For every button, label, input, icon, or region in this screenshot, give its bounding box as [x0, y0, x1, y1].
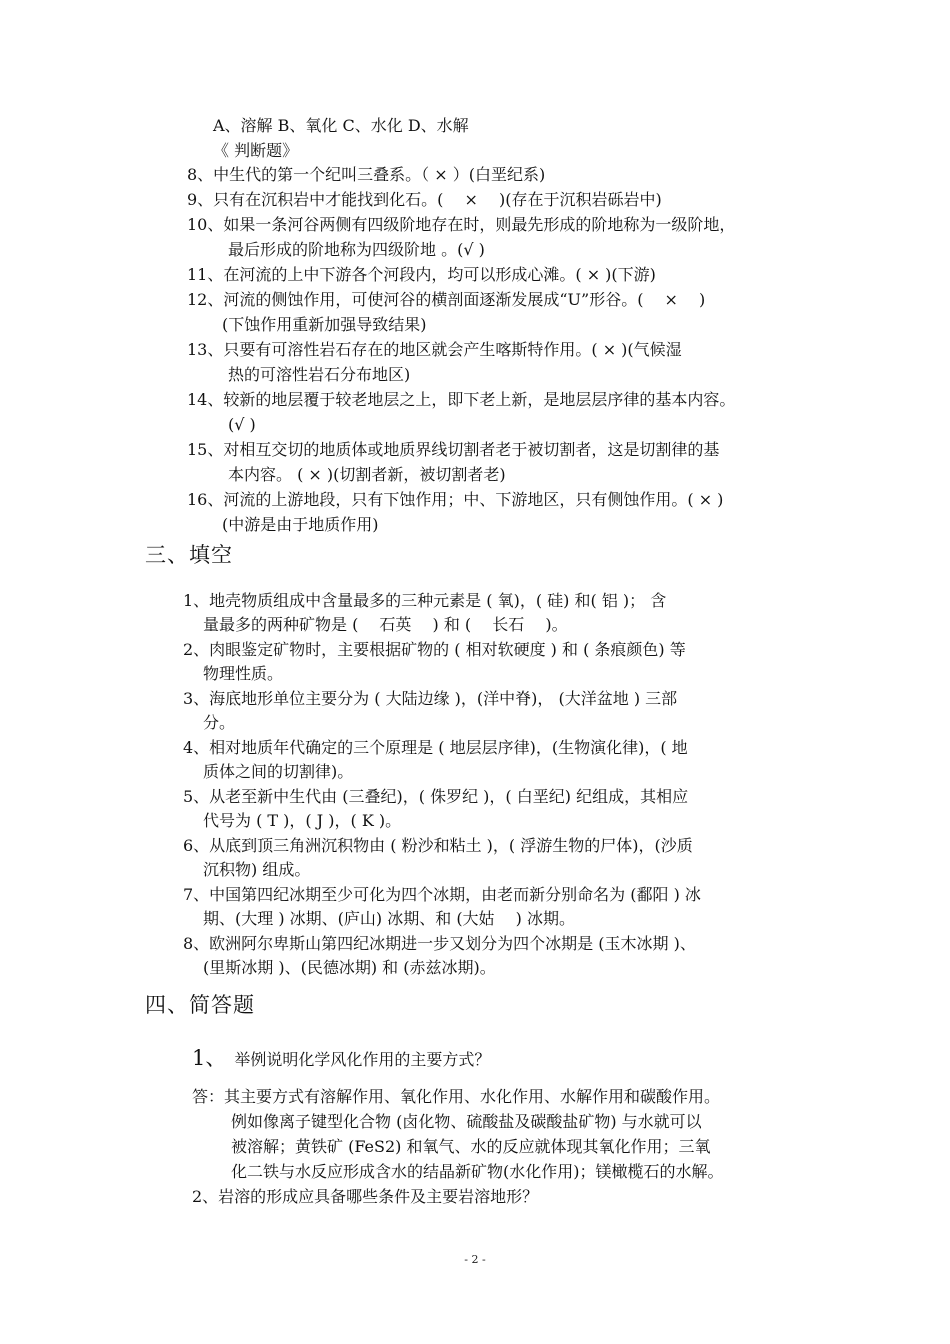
fill-item-2-line2: 物理性质。	[203, 664, 284, 683]
fill-item-5-line2: 代号为 ( T )，( J )，( K )。	[203, 811, 402, 830]
short-question-1-number: 1、	[192, 1046, 227, 1070]
judge-section-title: 《 判断题》	[213, 141, 299, 160]
short-answer-1-line1: 答：其主要方式有溶解作用、氧化作用、水化作用、水解作用和碳酸作用。	[192, 1087, 721, 1106]
fill-item-4-line2: 质体之间的切割律)。	[203, 762, 354, 781]
judge-item-16-line2: (中游是由于地质作用)	[222, 515, 379, 534]
fill-section-title: 三、填空	[145, 543, 233, 567]
short-answer-section-title: 四、简答题	[145, 993, 255, 1017]
judge-item-12-line2: (下蚀作用重新加强导致结果)	[222, 315, 427, 334]
short-answer-1-line4: 化二铁与水反应形成含水的结晶新矿物(水化作用)；镁橄榄石的水解。	[231, 1162, 724, 1181]
short-answer-1-line2: 例如像离子键型化合物 (卤化物、硫酸盐及碳酸盐矿物) 与水就可以	[231, 1112, 702, 1131]
judge-item-14-line2: (√ )	[228, 415, 256, 434]
short-question-1	[192, 1044, 490, 1074]
fill-item-3-line2: 分。	[203, 713, 236, 732]
fill-item-1-line2: 量最多的两种矿物是 ( 石英 ) 和 ( 长石 )。	[203, 615, 568, 634]
judge-item-8: 8、中生代的第一个纪叫三叠系。（ × ）(白垩纪系)	[187, 165, 546, 184]
page-number: - 2 -	[464, 1253, 486, 1266]
short-question-1-text: 举例说明化学风化作用的主要方式？	[234, 1050, 491, 1069]
judge-item-14-line1: 14、较新的地层覆于较老地层之上，即下老上新，是地层层序律的基本内容。	[187, 390, 736, 409]
fill-item-5-line1: 5、从老至新中生代由 (三叠纪)，( 侏罗纪 )，( 白垩纪) 纪组成，其相应	[183, 787, 689, 806]
fill-item-7-line1: 7、中国第四纪冰期至少可化为四个冰期，由老而新分别命名为 (鄱阳 ) 冰	[183, 885, 701, 904]
fill-item-7-line2: 期、(大理 ) 冰期、(庐山) 冰期、和 (大姑 ) 冰期。	[203, 909, 575, 928]
fill-item-6-line1: 6、从底到顶三角洲沉积物由 ( 粉沙和粘土 )，( 浮游生物的尸体)，(沙质	[183, 836, 693, 855]
fill-item-2-line1: 2、肉眼鉴定矿物时，主要根据矿物的 ( 相对软硬度 ) 和 ( 条痕颜色) 等	[183, 640, 686, 659]
judge-item-15-line2: 本内容。 ( × )(切割者新，被切割者老)	[228, 465, 506, 484]
short-question-2: 2、岩溶的形成应具备哪些条件及主要岩溶地形？	[192, 1187, 539, 1206]
judge-item-12-line1: 12、河流的侧蚀作用，可使河谷的横剖面逐渐发展成“U”形谷。( × )	[187, 290, 706, 309]
judge-item-15-line1: 15、对相互交切的地质体或地质界线切割者老于被切割者，这是切割律的基	[187, 440, 720, 459]
mc-options-line: A、溶解 B、氧化 C、水化 D、水解	[213, 116, 469, 135]
judge-item-10-line2: 最后形成的阶地称为四级阶地 。(√ )	[228, 240, 485, 259]
judge-item-13-line1: 13、只要有可溶性岩石存在的地区就会产生喀斯特作用。( × )(气候湿	[187, 340, 682, 359]
fill-item-1-line1: 1、地壳物质组成中含量最多的三种元素是 ( 氧)，( 硅) 和( 铝 )； 含	[183, 591, 667, 610]
judge-item-13-line2: 热的可溶性岩石分布地区)	[228, 365, 411, 384]
short-answer-1-line3: 被溶解；黄铁矿 (FeS2) 和氧气、水的反应就体现其氧化作用；三氧	[231, 1137, 711, 1156]
fill-item-6-line2: 沉积物) 组成。	[203, 860, 311, 879]
fill-item-3-line1: 3、海底地形单位主要分为 ( 大陆边缘 )，(洋中脊)， (大洋盆地 ) 三部	[183, 689, 678, 708]
fill-item-4-line1: 4、相对地质年代确定的三个原理是 ( 地层层序律)，(生物演化律)，( 地	[183, 738, 688, 757]
fill-item-8-line2: (里斯冰期 )、(民德冰期) 和 (赤兹冰期)。	[203, 958, 496, 977]
judge-item-16-line1: 16、河流的上游地段，只有下蚀作用；中、下游地区，只有侧蚀作用。( × )	[187, 490, 724, 509]
judge-item-10-line1: 10、如果一条河谷两侧有四级阶地存在时，则最先形成的阶地称为一级阶地，	[187, 215, 736, 234]
fill-item-8-line1: 8、欧洲阿尔卑斯山第四纪冰期进一步又划分为四个冰期是 (玉木冰期 )、	[183, 934, 696, 953]
judge-item-9: 9、只有在沉积岩中才能找到化石。( × )(存在于沉积岩砾岩中)	[187, 190, 662, 209]
judge-item-11: 11、在河流的上中下游各个河段内，均可以形成心滩。( × )(下游)	[187, 265, 656, 284]
